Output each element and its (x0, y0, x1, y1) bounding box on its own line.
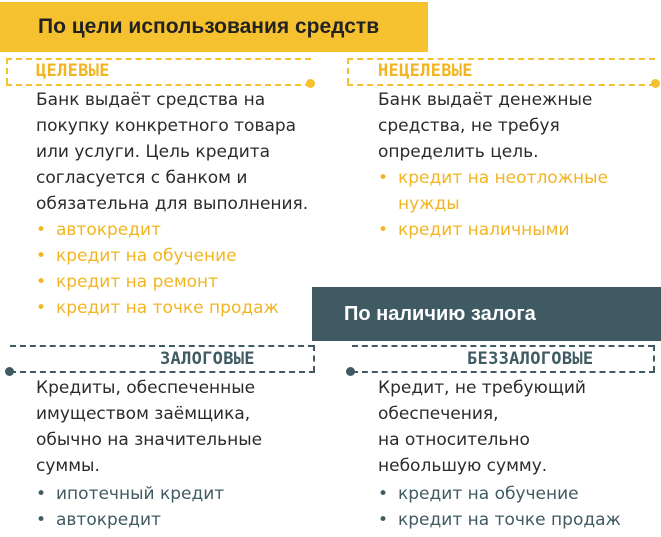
description-line: небольшую сумму. (378, 456, 548, 476)
secured-right-line (313, 345, 315, 372)
list-item: • кредит на точке продаж (36, 295, 279, 321)
targeted-left-line (6, 58, 8, 84)
collateral-banner (312, 287, 661, 341)
list-item: • кредит на обучение (378, 481, 621, 507)
list-item: • кредит на ремонт (36, 269, 279, 295)
list-item: • кредит наличными (378, 217, 608, 243)
list-item: • кредит на точке продаж (378, 507, 621, 533)
description-line: обеспечения, (378, 404, 499, 424)
non-targeted-heading: НЕЦЕЛЕВЫЕ (378, 61, 473, 81)
description-line: Кредиты, обеспеченные (36, 378, 256, 398)
list-item-continuation: нужды (398, 194, 460, 214)
purpose-banner-title: По цели использования средств (38, 15, 380, 38)
description-line: согласуется с банком и (36, 168, 248, 188)
description-line: обычно на значительные (36, 430, 263, 450)
non-targeted-bottom-line (347, 84, 655, 86)
list-item: • автокредит (36, 217, 279, 243)
secured-heading: ЗАЛОГОВЫЕ (160, 349, 255, 369)
non-targeted-top-line (347, 58, 655, 60)
unsecured-bottom-line (352, 371, 655, 373)
non-targeted-connector-dot (651, 79, 660, 88)
unsecured-heading: БЕЗЗАЛОГОВЫЕ (467, 349, 594, 369)
description-line: на относительно (378, 430, 530, 450)
description-line: Банк выдаёт денежные (378, 90, 593, 110)
description-line: суммы. (36, 456, 100, 476)
non-targeted-list (378, 165, 608, 243)
description-line: или услуги. Цель кредита (36, 142, 271, 162)
targeted-list (36, 217, 279, 321)
targeted-description (36, 87, 308, 217)
list-item: • автокредит (36, 507, 224, 533)
unsecured-list (378, 481, 621, 533)
secured-description (36, 375, 262, 479)
secured-list (36, 481, 224, 533)
description-line: Банк выдаёт средства на (36, 90, 266, 110)
list-item: • кредит на обучение (36, 243, 279, 269)
description-line: средства, не требуя (378, 116, 560, 136)
unsecured-right-line (653, 345, 655, 372)
list-item: • кредит на неотложные (378, 165, 608, 191)
targeted-top-line (6, 58, 311, 60)
collateral-banner-title: По наличию залога (344, 302, 536, 325)
list-item: • ипотечный кредит (36, 481, 224, 507)
targeted-bottom-line (6, 84, 311, 86)
unsecured-top-line (352, 345, 654, 347)
targeted-heading: ЦЕЛЕВЫЕ (36, 61, 110, 81)
description-line: определить цель. (378, 142, 539, 162)
description-line: покупку конкретного товара (36, 116, 297, 136)
purpose-banner (0, 2, 428, 52)
secured-connector-dot (5, 367, 14, 376)
unsecured-connector-dot (346, 367, 355, 376)
non-targeted-left-line (347, 58, 349, 84)
secured-bottom-line (10, 371, 315, 373)
secured-top-line (10, 345, 314, 347)
non-targeted-description (378, 87, 592, 165)
description-line: обязательна для выполнения. (36, 194, 309, 214)
unsecured-description (378, 375, 586, 479)
description-line: имуществом заёмщика, (36, 404, 251, 424)
description-line: Кредит, не требующий (378, 378, 586, 398)
